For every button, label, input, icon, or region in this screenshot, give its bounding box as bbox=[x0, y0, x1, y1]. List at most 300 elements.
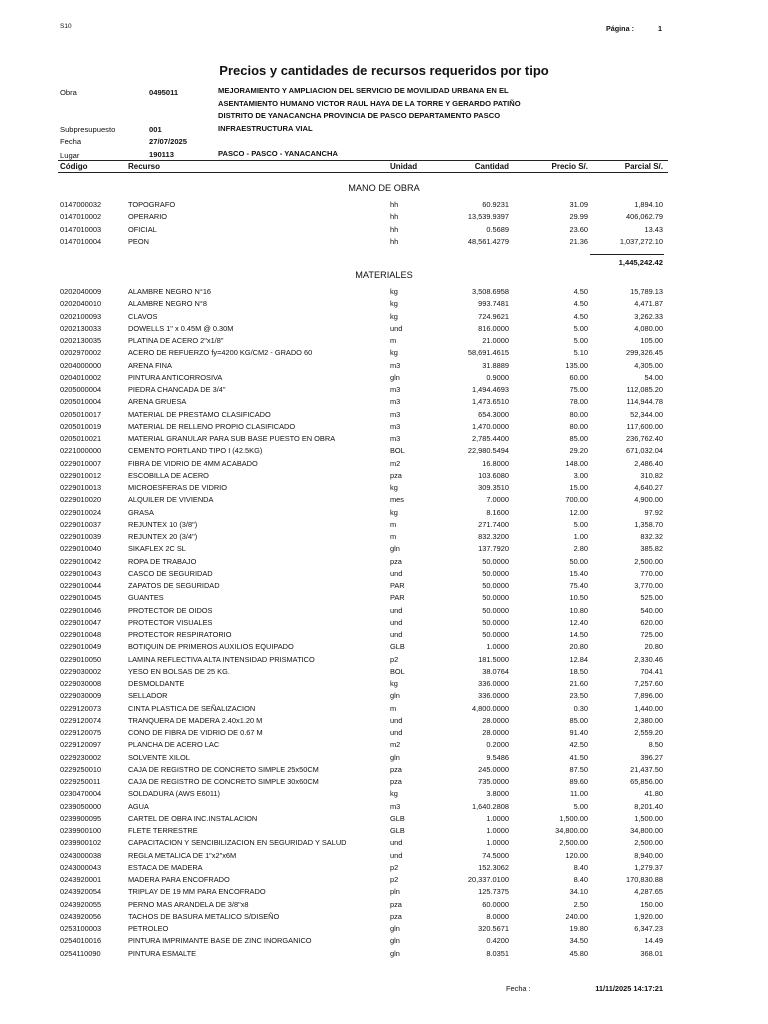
page-number: 1 bbox=[658, 24, 662, 33]
row-price: 29.20 bbox=[569, 446, 588, 456]
row-code: 0229010007 bbox=[60, 458, 102, 468]
col-unit: Unidad bbox=[390, 162, 418, 171]
row-unit: m bbox=[390, 519, 397, 529]
row-quantity: 181.5000 bbox=[478, 654, 509, 664]
row-price: 4.50 bbox=[573, 311, 588, 321]
row-unit: und bbox=[390, 605, 403, 615]
row-price: 42.50 bbox=[569, 740, 588, 750]
row-unit: m3 bbox=[390, 360, 401, 370]
row-unit: m bbox=[390, 336, 397, 345]
row-unit: p2 bbox=[390, 654, 399, 664]
table-row bbox=[0, 814, 768, 826]
row-price: 89.60 bbox=[569, 777, 588, 786]
row-quantity: 816.0000 bbox=[478, 323, 509, 333]
obra-code: 0495011 bbox=[149, 88, 179, 97]
row-unit: kg bbox=[390, 679, 398, 688]
row-quantity: 48,561.4279 bbox=[467, 236, 509, 246]
row-resource: TRIPLAY DE 19 MM PARA ENCOFRADO bbox=[128, 887, 266, 897]
row-price: 20.80 bbox=[569, 642, 588, 652]
row-price: 85.00 bbox=[569, 434, 588, 443]
row-code: 0202130033 bbox=[60, 323, 102, 333]
row-price: 29.99 bbox=[569, 212, 588, 222]
row-unit: p2 bbox=[390, 875, 399, 884]
row-partial: 34,800.00 bbox=[630, 826, 663, 835]
row-unit: kg bbox=[390, 287, 398, 296]
row-quantity: 336.0000 bbox=[478, 691, 509, 701]
row-price: 41.50 bbox=[569, 752, 588, 762]
row-partial: 1,037,272.10 bbox=[619, 236, 663, 246]
table-row bbox=[0, 863, 768, 875]
row-resource: ESTACA DE MADERA bbox=[128, 862, 203, 872]
table-row bbox=[0, 434, 768, 446]
row-partial: 8.50 bbox=[648, 740, 663, 750]
row-price: 700.00 bbox=[565, 495, 588, 505]
row-code: 0243920001 bbox=[60, 875, 102, 884]
row-partial: 396.27 bbox=[640, 752, 663, 762]
row-unit: pza bbox=[390, 911, 402, 921]
row-code: 0147000032 bbox=[60, 200, 102, 209]
row-partial: 65,856.00 bbox=[630, 777, 663, 786]
row-unit: und bbox=[390, 850, 403, 860]
row-quantity: 50.0000 bbox=[482, 568, 509, 578]
table-row bbox=[0, 225, 768, 237]
row-resource: ALAMBRE NEGRO N°16 bbox=[128, 287, 212, 296]
row-price: 0.30 bbox=[573, 703, 588, 713]
row-resource: CAPACITACION Y SENCIBILIZACION EN SEGURIDAD Y SALUD bbox=[128, 838, 347, 848]
table-row bbox=[0, 949, 768, 961]
row-code: 0229010040 bbox=[60, 544, 102, 554]
row-resource: FLETE TERRESTRE bbox=[128, 826, 198, 835]
table-row bbox=[0, 557, 768, 569]
row-quantity: 336.0000 bbox=[478, 679, 509, 688]
row-partial: 4,471.87 bbox=[634, 299, 663, 309]
row-resource: TRANQUERA DE MADERA 2.40x1.20 M bbox=[128, 715, 263, 725]
row-code: 0205010019 bbox=[60, 421, 102, 431]
row-unit: kg bbox=[390, 348, 398, 358]
row-partial: 770.00 bbox=[640, 568, 663, 578]
row-unit: und bbox=[390, 630, 403, 639]
row-partial: 21,437.50 bbox=[630, 764, 663, 774]
row-quantity: 1.0000 bbox=[486, 813, 509, 823]
row-unit: und bbox=[390, 568, 403, 578]
row-partial: 406,062.79 bbox=[626, 212, 663, 222]
table-row bbox=[0, 446, 768, 458]
row-code: 0229120075 bbox=[60, 728, 102, 737]
row-quantity: 28.0000 bbox=[482, 715, 509, 725]
row-quantity: 125.7375 bbox=[478, 887, 509, 897]
row-price: 1,500.00 bbox=[559, 813, 588, 823]
row-resource: GUANTES bbox=[128, 593, 164, 603]
table-row bbox=[0, 508, 768, 520]
row-resource: DESMOLDANTE bbox=[128, 679, 185, 688]
row-resource: PINTURA IMPRIMANTE BASE DE ZINC INORGANICO bbox=[128, 936, 312, 946]
row-resource: CAJA DE REGISTRO DE CONCRETO SIMPLE 25x50CM bbox=[128, 764, 319, 774]
row-price: 75.40 bbox=[569, 581, 588, 590]
row-quantity: 31.8889 bbox=[482, 360, 509, 370]
row-resource: CARTEL DE OBRA INC.INSTALACION bbox=[128, 813, 258, 823]
table-row bbox=[0, 936, 768, 948]
system-label: S10 bbox=[60, 23, 72, 30]
row-partial: 1,358.70 bbox=[634, 519, 663, 529]
row-quantity: 13,539.9397 bbox=[467, 212, 509, 222]
row-code: 0239900102 bbox=[60, 838, 102, 848]
row-price: 34.10 bbox=[569, 887, 588, 897]
project-line-3: DISTRITO DE YANACANCHA PROVINCIA DE PASCO DEPARTAMENTO PASCO bbox=[218, 111, 501, 120]
row-resource: OFICIAL bbox=[128, 224, 157, 234]
row-partial: 1,500.00 bbox=[634, 813, 663, 823]
table-row bbox=[0, 765, 768, 777]
table-row bbox=[0, 704, 768, 716]
mano-de-obra-subtotal: 1,445,242.42 bbox=[618, 258, 663, 267]
row-partial: 2,500.00 bbox=[634, 556, 663, 566]
row-unit: PAR bbox=[390, 593, 405, 603]
row-quantity: 50.0000 bbox=[482, 581, 509, 590]
row-resource: PLANCHA DE ACERO LAC bbox=[128, 740, 220, 750]
row-quantity: 8.0000 bbox=[486, 911, 509, 921]
row-unit: pza bbox=[390, 899, 402, 909]
row-code: 0221000000 bbox=[60, 446, 102, 456]
table-row bbox=[0, 312, 768, 324]
row-resource: PROTECTOR VISUALES bbox=[128, 617, 213, 627]
row-code: 0229120074 bbox=[60, 715, 102, 725]
row-unit: und bbox=[390, 728, 403, 737]
row-resource: GRASA bbox=[128, 507, 154, 517]
row-resource: DOWELLS 1" x 0.45M @ 0.30M bbox=[128, 323, 234, 333]
table-row bbox=[0, 777, 768, 789]
row-quantity: 245.0000 bbox=[478, 764, 509, 774]
row-partial: 368.01 bbox=[640, 948, 663, 958]
row-code: 0229030009 bbox=[60, 691, 102, 701]
row-price: 240.00 bbox=[565, 911, 588, 921]
row-partial: 1,279.37 bbox=[634, 862, 663, 872]
row-code: 0253100003 bbox=[60, 924, 102, 933]
col-partial: Parcial S/. bbox=[624, 162, 663, 171]
row-code: 0205010004 bbox=[60, 397, 102, 407]
table-row bbox=[0, 569, 768, 581]
row-code: 0229010013 bbox=[60, 483, 102, 492]
table-row bbox=[0, 348, 768, 360]
row-unit: m2 bbox=[390, 458, 401, 468]
row-quantity: 1.0000 bbox=[486, 642, 509, 652]
lugar-name: PASCO - PASCO - YANACANCHA bbox=[218, 148, 338, 158]
row-partial: 1,440.00 bbox=[634, 703, 663, 713]
row-resource: REJUNTEX 10 (3/8") bbox=[128, 519, 198, 529]
row-quantity: 22,980.5494 bbox=[467, 446, 509, 456]
row-code: 0205010017 bbox=[60, 409, 102, 419]
row-quantity: 0.4200 bbox=[486, 936, 509, 946]
row-price: 45.80 bbox=[569, 948, 588, 958]
row-resource: SOLVENTE XILOL bbox=[128, 752, 190, 762]
row-code: 0202040010 bbox=[60, 299, 102, 309]
row-unit: und bbox=[390, 323, 403, 333]
row-resource: CINTA PLASTICA DE SEÑALIZACION bbox=[128, 703, 256, 713]
row-partial: 620.00 bbox=[640, 617, 663, 627]
row-resource: ALAMBRE NEGRO N°8 bbox=[128, 299, 207, 309]
row-quantity: 0.5689 bbox=[486, 224, 509, 234]
row-partial: 4,080.00 bbox=[634, 323, 663, 333]
row-code: 0229250011 bbox=[60, 777, 101, 786]
table-row bbox=[0, 495, 768, 507]
row-price: 5.10 bbox=[573, 348, 588, 358]
footer-fecha-value: 11/11/2025 14:17:21 bbox=[595, 984, 663, 993]
row-partial: 3,262.33 bbox=[634, 311, 663, 321]
table-row bbox=[0, 237, 768, 249]
row-price: 23.50 bbox=[569, 691, 588, 701]
table-row bbox=[0, 716, 768, 728]
row-unit: pza bbox=[390, 764, 402, 774]
row-partial: 8,201.40 bbox=[634, 801, 663, 811]
row-resource: PETROLEO bbox=[128, 924, 169, 933]
row-resource: MADERA PARA ENCOFRADO bbox=[128, 875, 230, 884]
table-row bbox=[0, 900, 768, 912]
row-code: 0229010045 bbox=[60, 593, 102, 603]
row-unit: kg bbox=[390, 299, 398, 309]
project-line-1: MEJORAMIENTO Y AMPLIACION DEL SERVICIO DE MOVILIDAD URBANA EN EL bbox=[218, 86, 509, 95]
row-resource: PEON bbox=[128, 236, 149, 246]
row-price: 85.00 bbox=[569, 715, 588, 725]
row-unit: m3 bbox=[390, 421, 401, 431]
row-code: 0202130035 bbox=[60, 336, 102, 345]
table-row bbox=[0, 826, 768, 838]
row-unit: und bbox=[390, 617, 403, 627]
row-resource: ARENA GRUESA bbox=[128, 397, 187, 407]
row-unit: m3 bbox=[390, 409, 401, 419]
row-price: 4.50 bbox=[573, 299, 588, 309]
table-row bbox=[0, 887, 768, 899]
row-partial: 13.43 bbox=[644, 224, 663, 234]
table-row bbox=[0, 532, 768, 544]
row-partial: 1,894.10 bbox=[634, 200, 663, 209]
row-price: 12.84 bbox=[569, 654, 588, 664]
row-unit: und bbox=[390, 838, 403, 848]
row-code: 0243000038 bbox=[60, 850, 102, 860]
row-quantity: 1,640.2808 bbox=[472, 801, 509, 811]
row-partial: 4,305.00 bbox=[634, 360, 663, 370]
row-price: 8.40 bbox=[573, 862, 588, 872]
row-code: 0147010003 bbox=[60, 224, 102, 234]
row-code: 0229010012 bbox=[60, 470, 102, 480]
row-resource: ROPA DE TRABAJO bbox=[128, 556, 197, 566]
row-resource: AGUA bbox=[128, 801, 149, 811]
row-unit: m3 bbox=[390, 434, 401, 443]
row-partial: 14.49 bbox=[644, 936, 663, 946]
table-row bbox=[0, 287, 768, 299]
report-title: Precios y cantidades de recursos requeridos por tipo bbox=[219, 63, 549, 78]
row-resource: CASCO DE SEGURIDAD bbox=[128, 568, 213, 578]
row-resource: ALQUILER DE VIVIENDA bbox=[128, 495, 214, 505]
table-row bbox=[0, 838, 768, 850]
row-price: 91.40 bbox=[569, 728, 588, 737]
table-row bbox=[0, 397, 768, 409]
row-unit: kg bbox=[390, 483, 398, 492]
row-resource: SIKAFLEX 2C SL bbox=[128, 544, 186, 554]
row-code: 0202040009 bbox=[60, 287, 102, 296]
row-resource: OPERARIO bbox=[128, 212, 168, 222]
row-quantity: 1,494.4693 bbox=[472, 385, 509, 394]
col-price: Precio S/. bbox=[551, 162, 588, 171]
row-quantity: 9.5486 bbox=[486, 752, 509, 762]
row-partial: 704.41 bbox=[640, 666, 663, 676]
row-unit: pza bbox=[390, 556, 402, 566]
row-partial: 114,944.78 bbox=[626, 397, 663, 407]
row-resource: REGLA METALICA DE 1"x2"x6M bbox=[128, 850, 237, 860]
row-quantity: 832.3200 bbox=[478, 532, 509, 541]
row-resource: PIEDRA CHANCADA DE 3/4" bbox=[128, 385, 226, 394]
row-quantity: 60.0000 bbox=[482, 899, 509, 909]
row-unit: mes bbox=[390, 495, 404, 505]
row-price: 10.80 bbox=[569, 605, 588, 615]
project-line-2: ASENTAMIENTO HUMANO VICTOR RAUL HAYA DE LA TORRE Y GERARDO PATIÑO bbox=[218, 98, 521, 108]
row-unit: GLB bbox=[390, 642, 405, 652]
subpresupuesto-name: INFRAESTRUCTURA VIAL bbox=[218, 123, 313, 133]
row-resource: ESCOBILLA DE ACERO bbox=[128, 470, 209, 480]
row-quantity: 1.0000 bbox=[486, 826, 509, 835]
table-row bbox=[0, 471, 768, 483]
row-resource: PERNO MAS ARANDELA DE 3/8"x8 bbox=[128, 899, 249, 909]
header-bottom-rule bbox=[58, 172, 668, 173]
table-row bbox=[0, 618, 768, 630]
row-code: 0239900100 bbox=[60, 826, 102, 835]
row-unit: gln bbox=[390, 948, 400, 958]
row-quantity: 309.3510 bbox=[478, 483, 509, 492]
row-price: 34,800.00 bbox=[555, 826, 588, 835]
row-resource: TACHOS DE BASURA METALICO S/DISEÑO bbox=[128, 911, 280, 921]
table-row bbox=[0, 324, 768, 336]
table-row bbox=[0, 924, 768, 936]
row-partial: 4,640.27 bbox=[634, 483, 663, 492]
row-code: 0229010037 bbox=[60, 519, 102, 529]
row-code: 0204010002 bbox=[60, 372, 102, 382]
row-code: 0229010048 bbox=[60, 630, 102, 639]
table-row bbox=[0, 373, 768, 385]
row-partial: 310.82 bbox=[640, 470, 663, 480]
row-price: 4.50 bbox=[573, 287, 588, 296]
subpresupuesto-label: Subpresupuesto bbox=[60, 125, 116, 134]
row-unit: m3 bbox=[390, 397, 401, 407]
table-row bbox=[0, 912, 768, 924]
row-resource: CAJA DE REGISTRO DE CONCRETO SIMPLE 30x60CM bbox=[128, 777, 319, 786]
row-quantity: 50.0000 bbox=[482, 605, 509, 615]
row-quantity: 50.0000 bbox=[482, 630, 509, 639]
row-unit: gln bbox=[390, 691, 400, 701]
table-row bbox=[0, 200, 768, 212]
table-row bbox=[0, 361, 768, 373]
row-code: 0229010047 bbox=[60, 617, 102, 627]
row-partial: 20.80 bbox=[644, 642, 663, 652]
row-partial: 112,085.20 bbox=[626, 385, 663, 394]
row-unit: gln bbox=[390, 372, 400, 382]
row-quantity: 1.0000 bbox=[486, 838, 509, 848]
row-partial: 105.00 bbox=[640, 336, 663, 345]
row-unit: BOL bbox=[390, 666, 405, 676]
table-row bbox=[0, 851, 768, 863]
row-partial: 41.80 bbox=[644, 789, 663, 799]
table-row bbox=[0, 299, 768, 311]
row-unit: kg bbox=[390, 507, 398, 517]
row-unit: hh bbox=[390, 212, 399, 222]
row-unit: p2 bbox=[390, 862, 399, 872]
row-quantity: 654.3000 bbox=[478, 409, 509, 419]
row-partial: 52,344.00 bbox=[630, 409, 663, 419]
table-row bbox=[0, 385, 768, 397]
col-code: Código bbox=[60, 162, 88, 171]
row-code: 0243000043 bbox=[60, 862, 102, 872]
row-resource: PINTURA ESMALTE bbox=[128, 948, 197, 958]
table-row bbox=[0, 593, 768, 605]
row-code: 0204000000 bbox=[60, 360, 102, 370]
row-unit: m bbox=[390, 703, 397, 713]
row-partial: 2,486.40 bbox=[634, 458, 663, 468]
row-price: 21.36 bbox=[569, 236, 588, 246]
row-code: 0229010049 bbox=[60, 642, 102, 652]
row-resource: CONO DE FIBRA DE VIDRIO DE 0.67 M bbox=[128, 728, 263, 737]
row-price: 14.50 bbox=[569, 630, 588, 639]
table-row bbox=[0, 655, 768, 667]
row-code: 0229010043 bbox=[60, 568, 102, 578]
row-price: 120.00 bbox=[565, 850, 588, 860]
row-code: 0147010002 bbox=[60, 212, 102, 222]
row-quantity: 8.1600 bbox=[486, 507, 509, 517]
row-quantity: 320.5671 bbox=[478, 924, 509, 933]
table-row bbox=[0, 459, 768, 471]
row-quantity: 74.5000 bbox=[482, 850, 509, 860]
row-partial: 525.00 bbox=[640, 593, 663, 603]
row-code: 0243920054 bbox=[60, 887, 102, 897]
row-unit: gln bbox=[390, 752, 400, 762]
row-price: 60.00 bbox=[569, 372, 588, 382]
row-quantity: 16.8000 bbox=[482, 458, 509, 468]
row-resource: CLAVOS bbox=[128, 311, 158, 321]
row-unit: m bbox=[390, 532, 397, 541]
row-partial: 832.32 bbox=[640, 532, 663, 541]
row-price: 2.80 bbox=[573, 544, 588, 554]
row-code: 0229120097 bbox=[60, 740, 102, 750]
row-price: 80.00 bbox=[569, 409, 588, 419]
row-code: 0254110090 bbox=[60, 948, 101, 958]
row-resource: ARENA FINA bbox=[128, 360, 172, 370]
row-resource: FIBRA DE VIDRIO DE 4MM ACABADO bbox=[128, 458, 258, 468]
section-mano-de-obra: MANO DE OBRA bbox=[348, 183, 420, 193]
table-row bbox=[0, 212, 768, 224]
col-resource: Recurso bbox=[128, 162, 161, 171]
fecha-value: 27/07/2025 bbox=[149, 137, 188, 146]
row-code: 0229120073 bbox=[60, 703, 102, 713]
row-code: 0229230002 bbox=[60, 752, 102, 762]
row-quantity: 3.8000 bbox=[486, 789, 509, 799]
table-row bbox=[0, 679, 768, 691]
lugar-code: 190113 bbox=[149, 150, 174, 159]
row-unit: kg bbox=[390, 311, 398, 321]
row-unit: hh bbox=[390, 200, 399, 209]
row-quantity: 21.0000 bbox=[482, 336, 509, 345]
row-price: 1.00 bbox=[573, 532, 588, 541]
row-quantity: 3,508.6958 bbox=[472, 287, 509, 296]
row-resource: REJUNTEX 20 (3/4") bbox=[128, 532, 198, 541]
row-price: 5.00 bbox=[573, 519, 588, 529]
row-price: 31.09 bbox=[569, 200, 588, 209]
row-resource: ACERO DE REFUERZO fy=4200 KG/CM2 - GRADO 60 bbox=[128, 348, 313, 358]
row-partial: 2,500.00 bbox=[634, 838, 663, 848]
row-unit: pln bbox=[390, 887, 400, 897]
row-partial: 1,920.00 bbox=[634, 911, 663, 921]
row-quantity: 50.0000 bbox=[482, 593, 509, 603]
row-quantity: 20,337.0100 bbox=[467, 875, 509, 884]
row-code: 0229010050 bbox=[60, 654, 102, 664]
row-quantity: 993.7481 bbox=[478, 299, 509, 309]
row-quantity: 724.9621 bbox=[478, 311, 509, 321]
row-quantity: 50.0000 bbox=[482, 556, 509, 566]
row-unit: BOL bbox=[390, 446, 405, 456]
